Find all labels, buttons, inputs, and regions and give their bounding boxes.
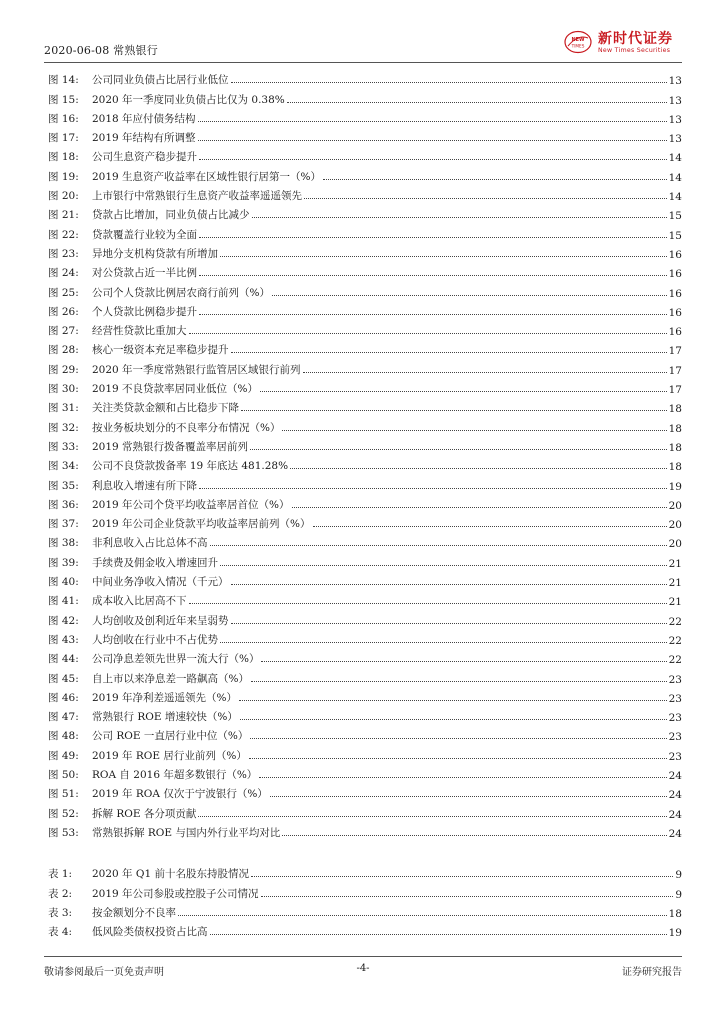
figure-entry[interactable] bbox=[48, 724, 682, 743]
figure-entry-page: 13 bbox=[668, 133, 682, 146]
page-header bbox=[44, 26, 682, 63]
figure-entry-label: 图 20: bbox=[48, 190, 79, 203]
figure-entry-leader bbox=[240, 719, 667, 720]
figure-entry-label: 图 43: bbox=[48, 633, 79, 646]
figure-entry-label: 图 38: bbox=[48, 537, 79, 550]
figure-entry-label: 图 25: bbox=[48, 286, 79, 299]
figure-entry[interactable] bbox=[48, 589, 682, 608]
figure-entry-page: 22 bbox=[668, 634, 682, 647]
figure-entry-page: 21 bbox=[668, 596, 682, 609]
figure-entry-title: 非利息收入占比总体不高 bbox=[92, 537, 208, 550]
figure-entry-page: 19 bbox=[668, 480, 682, 493]
figure-entry-leader bbox=[313, 526, 667, 527]
figure-entry-title: 2019 年净利差遥遥领先（%） bbox=[92, 691, 238, 704]
figure-entry-page: 18 bbox=[668, 422, 682, 435]
figure-entry-label: 图 21: bbox=[48, 209, 79, 222]
figure-entry-leader bbox=[287, 102, 667, 103]
figure-entry-page: 22 bbox=[668, 654, 682, 667]
figure-entry[interactable] bbox=[48, 319, 682, 338]
figure-entry-leader bbox=[210, 545, 667, 546]
figure-entry-leader bbox=[251, 681, 667, 682]
figure-entry-leader bbox=[199, 314, 667, 315]
figure-entry[interactable] bbox=[48, 396, 682, 415]
figure-entry-label: 图 49: bbox=[48, 749, 79, 762]
figure-entry-page: 16 bbox=[668, 306, 682, 319]
figure-entry[interactable] bbox=[48, 782, 682, 801]
footer-page-number: -4- bbox=[356, 963, 370, 974]
figure-entry-page: 14 bbox=[668, 152, 682, 165]
figure-entry[interactable] bbox=[48, 608, 682, 627]
figure-entry-page: 20 bbox=[668, 538, 682, 551]
figure-entry-page: 23 bbox=[668, 712, 682, 725]
figure-entry-leader bbox=[189, 603, 667, 604]
figure-entry-title: 2019 不良贷款率居同业低位（%） bbox=[92, 383, 259, 396]
figure-entry-label: 图 47: bbox=[48, 711, 79, 724]
table-index-list bbox=[48, 862, 682, 939]
figure-entry-leader bbox=[249, 758, 667, 759]
figure-entry[interactable] bbox=[48, 531, 682, 550]
figure-entry-label: 图 46: bbox=[48, 691, 79, 704]
figure-entry[interactable] bbox=[48, 801, 682, 820]
figure-entry-label: 图 19: bbox=[48, 170, 79, 183]
figure-entry-page: 14 bbox=[668, 171, 682, 184]
figure-entry[interactable] bbox=[48, 550, 682, 569]
figure-entry[interactable] bbox=[48, 261, 682, 280]
figure-entry-label: 图 50: bbox=[48, 768, 79, 781]
figure-entry-label: 图 40: bbox=[48, 576, 79, 589]
table-entry-page: 19 bbox=[668, 927, 682, 940]
figure-entry-label: 图 26: bbox=[48, 305, 79, 318]
figure-entry-page: 13 bbox=[668, 113, 682, 126]
figure-entry-label: 图 51: bbox=[48, 788, 79, 801]
figure-entry-leader bbox=[272, 295, 667, 296]
table-entry[interactable] bbox=[48, 920, 682, 939]
figure-entry-leader bbox=[282, 430, 666, 431]
figure-entry-title: 关注类贷款金额和占比稳步下降 bbox=[92, 402, 239, 415]
figure-entry-page: 18 bbox=[668, 461, 682, 474]
figure-entry[interactable] bbox=[48, 145, 682, 164]
figure-entry-leader bbox=[323, 179, 667, 180]
figure-entry-label: 图 28: bbox=[48, 344, 79, 357]
figure-entry-label: 图 30: bbox=[48, 383, 79, 396]
figure-entry[interactable] bbox=[48, 493, 682, 512]
figure-entry-title: 利息收入增速有所下降 bbox=[92, 479, 197, 492]
figure-entry-page: 24 bbox=[668, 789, 682, 802]
table-entry-leader bbox=[178, 915, 667, 916]
figure-entry-title: 公司生息资产稳步提升 bbox=[92, 151, 197, 164]
company-logo bbox=[564, 26, 682, 58]
figure-entry-title: 2019 常熟银行拨备覆盖率居前列 bbox=[92, 440, 249, 453]
figure-entry-label: 图 44: bbox=[48, 653, 79, 666]
table-entry[interactable] bbox=[48, 901, 682, 920]
table-entry-page: 9 bbox=[675, 869, 682, 882]
figure-entry-page: 13 bbox=[668, 75, 682, 88]
figure-entry[interactable] bbox=[48, 473, 682, 492]
figure-entry-label: 图 17: bbox=[48, 132, 79, 145]
figure-entry[interactable] bbox=[48, 435, 682, 454]
figure-entry-title: 人均创收及创利近年来呈弱势 bbox=[92, 614, 229, 627]
figure-entry-title: 2018 年应付债务结构 bbox=[92, 112, 196, 125]
figure-entry-leader bbox=[290, 468, 667, 469]
figure-entry-label: 图 22: bbox=[48, 228, 79, 241]
figure-entry-label: 图 53: bbox=[48, 826, 79, 839]
figure-entry[interactable] bbox=[48, 628, 682, 647]
figure-entry-leader bbox=[231, 352, 667, 353]
figure-entry[interactable] bbox=[48, 666, 682, 685]
figure-entry-leader bbox=[292, 507, 667, 508]
table-entry-label: 表 2: bbox=[48, 887, 73, 900]
header-date-title: 2020-06-08 常熟银行 bbox=[44, 44, 158, 57]
figure-entry-leader bbox=[270, 796, 667, 797]
figure-entry-title: 2019 年 ROA 仅次于宁波银行（%） bbox=[92, 788, 268, 801]
footer-disclaimer: 敬请参阅最后一页免责声明 bbox=[44, 967, 164, 978]
figure-entry-page: 16 bbox=[668, 268, 682, 281]
figure-entry[interactable] bbox=[48, 686, 682, 705]
figure-entry-label: 图 23: bbox=[48, 247, 79, 260]
figure-entry-label: 图 18: bbox=[48, 151, 79, 164]
figure-entry[interactable] bbox=[48, 126, 682, 145]
table-entry-title: 2019 年公司参股或控股子公司情况 bbox=[92, 887, 259, 900]
figure-entry-title: 异地分支机构贷款有所增加 bbox=[92, 247, 218, 260]
figure-entry-leader bbox=[189, 333, 667, 334]
figure-entry-label: 图 48: bbox=[48, 730, 79, 743]
logo-chinese-name: 新时代证券 bbox=[598, 31, 673, 47]
footer-report-type: 证券研究报告 bbox=[622, 967, 682, 978]
figure-entry-title: 核心一级资本充足率稳步提升 bbox=[92, 344, 229, 357]
figure-entry-title: 公司不良贷款拨备率 19 年底达 481.28% bbox=[92, 460, 289, 473]
figure-entry-page: 14 bbox=[668, 191, 682, 204]
figure-entry-title: 拆解 ROE 各分项贡献 bbox=[92, 807, 197, 820]
page-footer bbox=[44, 956, 682, 981]
figure-entry-page: 15 bbox=[668, 210, 682, 223]
table-entry-page: 9 bbox=[675, 888, 682, 901]
figure-entry-page: 17 bbox=[668, 345, 682, 358]
figure-entry-title: 公司 ROE 一直居行业中位（%） bbox=[92, 730, 249, 743]
figure-entry-leader bbox=[220, 256, 667, 257]
figure-entry-leader bbox=[198, 140, 667, 141]
figure-entry-page: 22 bbox=[668, 615, 682, 628]
table-entry-label: 表 4: bbox=[48, 926, 73, 939]
figure-entry[interactable] bbox=[48, 164, 682, 183]
figure-entry-title: 2019 生息资产收益率在区域性银行居第一（%） bbox=[92, 170, 322, 183]
figure-entry-leader bbox=[259, 777, 666, 778]
figure-entry-label: 图 29: bbox=[48, 363, 79, 376]
figure-entry[interactable] bbox=[48, 357, 682, 376]
figure-entry-leader bbox=[231, 82, 667, 83]
figure-entry-label: 图 37: bbox=[48, 518, 79, 531]
figure-entry-leader bbox=[250, 449, 667, 450]
figure-entry-label: 图 52: bbox=[48, 807, 79, 820]
figure-entry-page: 21 bbox=[668, 557, 682, 570]
table-entry-title: 按金额划分不良率 bbox=[92, 906, 176, 919]
figure-entry-title: 2020 年一季度同业负债占比仅为 0.38% bbox=[92, 93, 285, 106]
table-entry-leader bbox=[251, 876, 673, 877]
figure-entry-label: 图 15: bbox=[48, 93, 79, 106]
figure-entry[interactable] bbox=[48, 280, 682, 299]
figure-entry-page: 23 bbox=[668, 673, 682, 686]
figure-index-list bbox=[48, 68, 682, 840]
figure-entry-leader bbox=[199, 488, 667, 489]
figure-entry-leader bbox=[252, 217, 667, 218]
figure-entry-page: 24 bbox=[668, 769, 682, 782]
figure-entry-title: 公司净息差领先世界一流大行（%） bbox=[92, 653, 260, 666]
table-entry-label: 表 3: bbox=[48, 906, 73, 919]
figure-entry-leader bbox=[304, 198, 667, 199]
figure-entry[interactable] bbox=[48, 184, 682, 203]
table-entry-label: 表 1: bbox=[48, 868, 73, 881]
figure-entry-title: 人均创收在行业中不占优势 bbox=[92, 633, 218, 646]
figure-entry-leader bbox=[199, 237, 667, 238]
figure-entry-title: 常熟银行 ROE 增速较快（%） bbox=[92, 711, 238, 724]
figure-entry-page: 20 bbox=[668, 519, 682, 532]
figure-entry-leader bbox=[220, 565, 667, 566]
figure-entry-page: 17 bbox=[668, 384, 682, 397]
figure-entry[interactable] bbox=[48, 338, 682, 357]
figure-entry-page: 18 bbox=[668, 441, 682, 454]
figure-entry-leader bbox=[198, 121, 667, 122]
figure-entry-title: 经营性贷款比重加大 bbox=[92, 325, 187, 338]
table-entry-leader bbox=[261, 896, 674, 897]
figure-entry-label: 图 32: bbox=[48, 421, 79, 434]
figure-entry-leader bbox=[260, 391, 667, 392]
figure-entry[interactable] bbox=[48, 705, 682, 724]
figure-entry-leader bbox=[239, 700, 667, 701]
figure-entry-title: 2020 年一季度常熟银行监管居区域银行前列 bbox=[92, 363, 301, 376]
figure-entry[interactable] bbox=[48, 107, 682, 126]
figure-entry-label: 图 42: bbox=[48, 614, 79, 627]
figure-entry-page: 24 bbox=[668, 808, 682, 821]
table-entry-title: 低风险类债权投资占比高 bbox=[92, 926, 208, 939]
figure-entry-label: 图 33: bbox=[48, 440, 79, 453]
figure-entry[interactable] bbox=[48, 203, 682, 222]
figure-entry-page: 18 bbox=[668, 403, 682, 416]
table-entry-page: 18 bbox=[668, 907, 682, 920]
figure-entry-page: 23 bbox=[668, 750, 682, 763]
figure-entry-label: 图 45: bbox=[48, 672, 79, 685]
figure-entry-leader bbox=[198, 816, 666, 817]
figure-entry-label: 图 27: bbox=[48, 325, 79, 338]
figure-entry[interactable] bbox=[48, 242, 682, 261]
figure-entry-title: 常熟银拆解 ROE 与国内外行业平均对比 bbox=[92, 826, 281, 839]
figure-entry-title: 成本收入比居高不下 bbox=[92, 595, 187, 608]
figure-entry-title: 对公贷款占近一半比例 bbox=[92, 267, 197, 280]
svg-text:NEW: NEW bbox=[571, 37, 585, 43]
logo-english-name: New Times Securities bbox=[598, 47, 671, 54]
figure-entry-label: 图 35: bbox=[48, 479, 79, 492]
figure-entry-leader bbox=[241, 410, 667, 411]
figure-entry[interactable] bbox=[48, 68, 682, 87]
figure-entry-title: 中间业务净收入情况（千元） bbox=[92, 576, 229, 589]
figure-entry[interactable] bbox=[48, 570, 682, 589]
figure-entry-page: 24 bbox=[668, 827, 682, 840]
figure-entry-title: 2019 年 ROE 居行业前列（%） bbox=[92, 749, 247, 762]
figure-entry-page: 16 bbox=[668, 326, 682, 339]
svg-text:TIMES: TIMES bbox=[571, 43, 585, 49]
figure-entry-title: ROA 自 2016 年超多数银行（%） bbox=[92, 768, 258, 781]
figure-entry-leader bbox=[250, 738, 666, 739]
figure-entry-title: 上市银行中常熟银行生息资产收益率遥遥领先 bbox=[92, 190, 302, 203]
table-entry[interactable] bbox=[48, 881, 682, 900]
figure-entry-page: 13 bbox=[668, 94, 682, 107]
figure-entry[interactable] bbox=[48, 743, 682, 762]
figure-entry-label: 图 24: bbox=[48, 267, 79, 280]
figure-entry-leader bbox=[199, 275, 667, 276]
figure-entry-title: 按业务板块划分的不良率分布情况（%） bbox=[92, 421, 281, 434]
figure-entry-title: 2019 年结构有所调整 bbox=[92, 132, 196, 145]
figure-entry-label: 图 16: bbox=[48, 112, 79, 125]
figure-entry-leader bbox=[231, 584, 667, 585]
figure-entry-page: 16 bbox=[668, 248, 682, 261]
figure-entry[interactable] bbox=[48, 512, 682, 531]
figure-entry-page: 23 bbox=[668, 731, 682, 744]
figure-entry[interactable] bbox=[48, 821, 682, 840]
figure-entry-leader bbox=[303, 372, 667, 373]
figure-entry[interactable] bbox=[48, 415, 682, 434]
logo-mark-icon bbox=[564, 30, 592, 54]
figure-entry-title: 2019 年公司企业贷款平均收益率居前列（%） bbox=[92, 518, 311, 531]
figure-entry-page: 16 bbox=[668, 287, 682, 300]
figure-entry-title: 个人贷款比例稳步提升 bbox=[92, 305, 197, 318]
figure-entry-title: 自上市以来净息差一路飙高（%） bbox=[92, 672, 249, 685]
figure-entry-page: 21 bbox=[668, 577, 682, 590]
figure-entry-leader bbox=[231, 623, 667, 624]
figure-entry-title: 公司同业负债占比居行业低位 bbox=[92, 74, 229, 87]
figure-entry-leader bbox=[261, 661, 666, 662]
figure-entry[interactable] bbox=[48, 222, 682, 241]
figure-entry-page: 17 bbox=[668, 364, 682, 377]
table-entry-title: 2020 年 Q1 前十名股东持股情况 bbox=[92, 868, 250, 881]
figure-entry-page: 23 bbox=[668, 692, 682, 705]
figure-entry-title: 公司个人贷款比例居农商行前列（%） bbox=[92, 286, 270, 299]
figure-entry-title: 贷款覆盖行业较为全面 bbox=[92, 228, 197, 241]
table-entry[interactable] bbox=[48, 862, 682, 881]
figure-entry[interactable] bbox=[48, 454, 682, 473]
figure-entry-leader bbox=[220, 642, 667, 643]
figure-entry-title: 手续费及佣金收入增速回升 bbox=[92, 556, 218, 569]
figure-entry[interactable] bbox=[48, 647, 682, 666]
figure-entry-page: 15 bbox=[668, 229, 682, 242]
figure-entry-label: 图 41: bbox=[48, 595, 79, 608]
figure-entry-leader bbox=[199, 159, 667, 160]
table-entry-leader bbox=[210, 934, 667, 935]
figure-entry-label: 图 14: bbox=[48, 74, 79, 87]
figure-entry[interactable] bbox=[48, 763, 682, 782]
figure-entry-title: 贷款占比增加，同业负债占比减少 bbox=[92, 209, 250, 222]
figure-entry[interactable] bbox=[48, 300, 682, 319]
figure-entry-leader bbox=[282, 835, 666, 836]
figure-entry[interactable] bbox=[48, 377, 682, 396]
figure-entry-label: 图 39: bbox=[48, 556, 79, 569]
figure-entry-label: 图 36: bbox=[48, 498, 79, 511]
figure-entry-label: 图 34: bbox=[48, 460, 79, 473]
figure-entry-label: 图 31: bbox=[48, 402, 79, 415]
figure-entry-title: 2019 年公司个贷平均收益率居首位（%） bbox=[92, 498, 290, 511]
figure-entry-page: 20 bbox=[668, 499, 682, 512]
figure-entry[interactable] bbox=[48, 87, 682, 106]
